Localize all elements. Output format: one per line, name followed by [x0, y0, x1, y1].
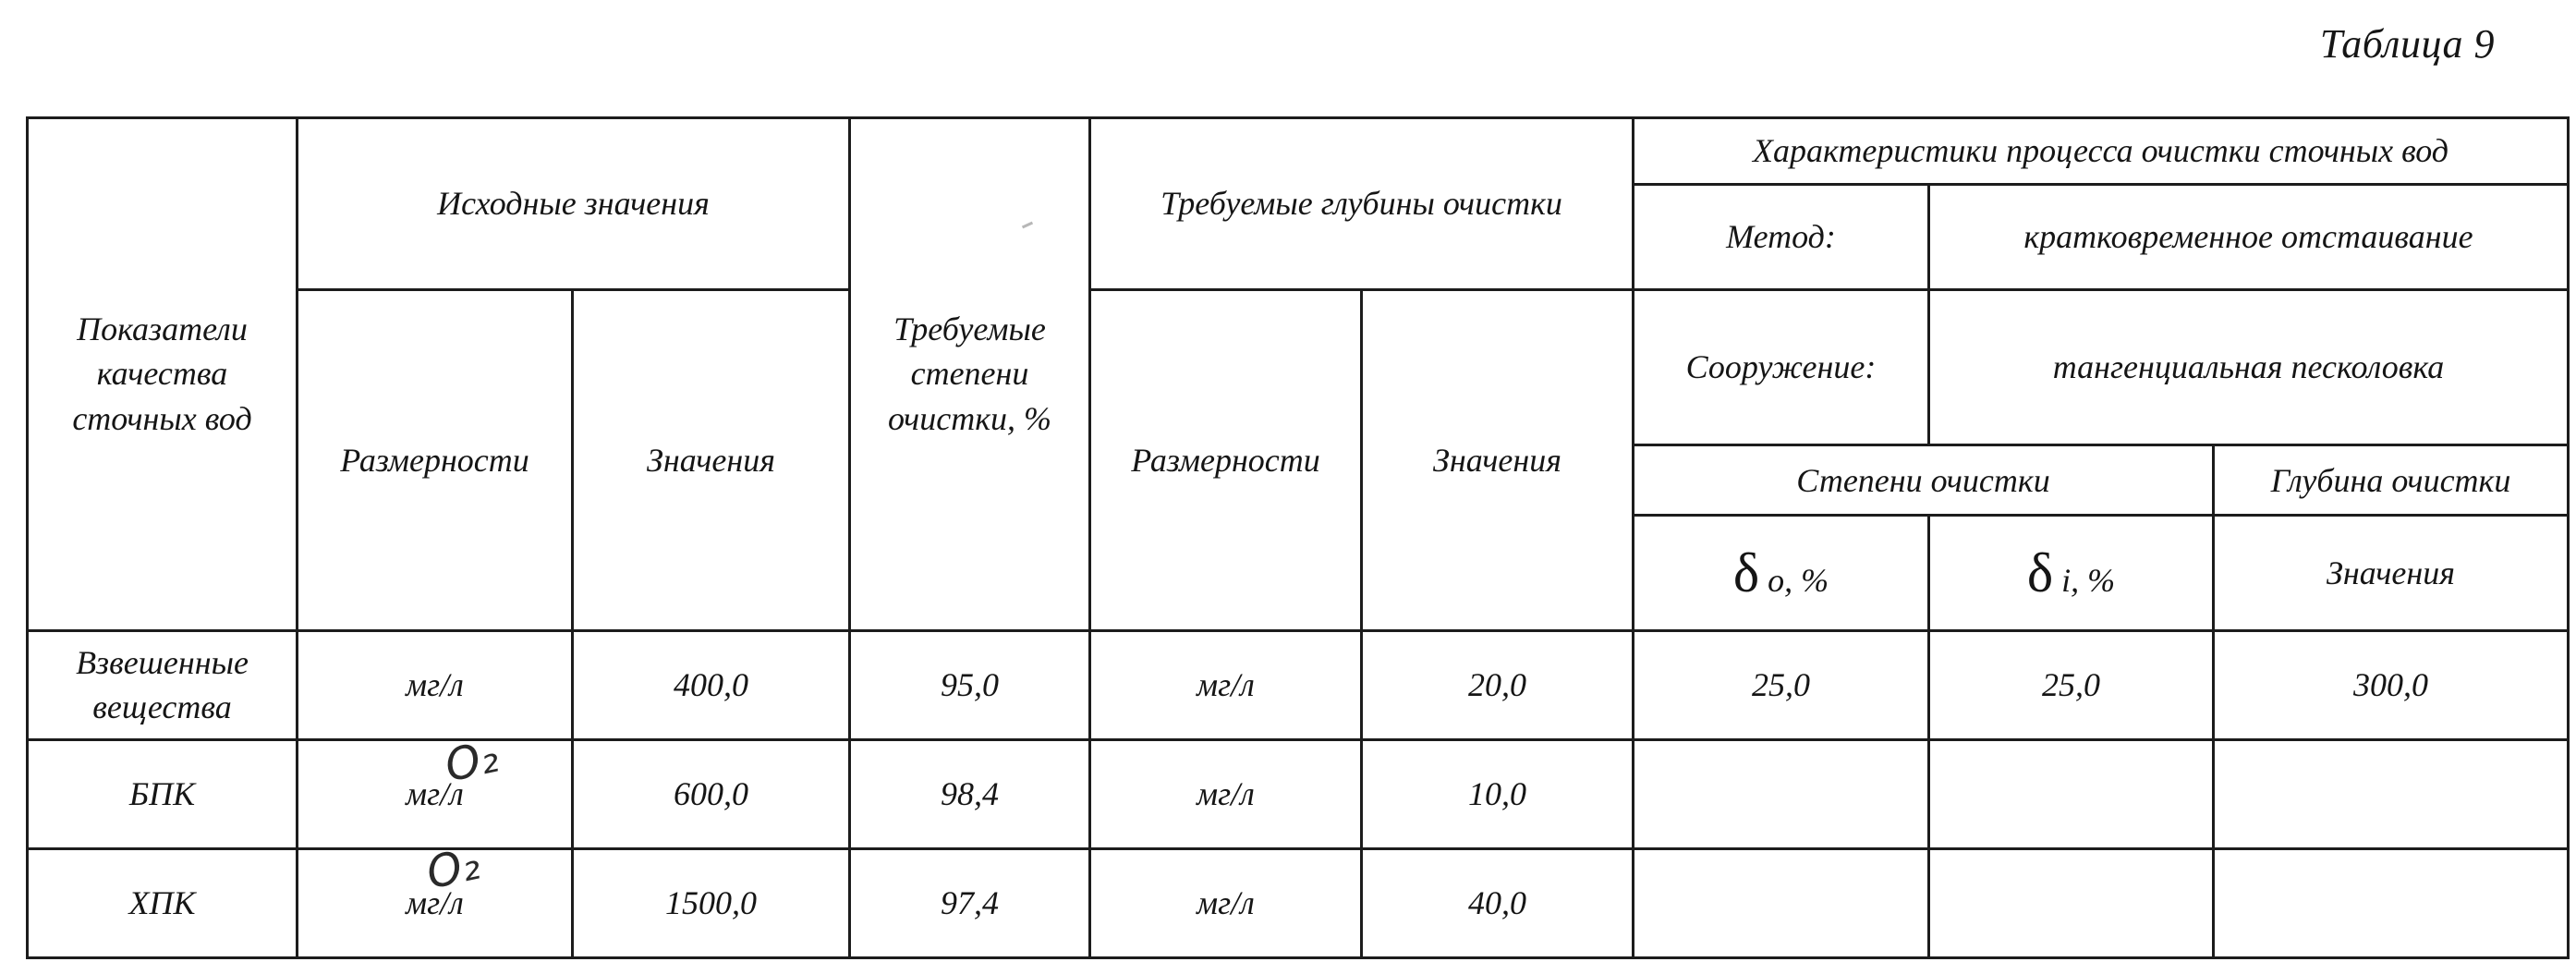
row-unit-required: мг/л	[1090, 739, 1362, 848]
structure-label: Сооружение:	[1634, 290, 1929, 445]
row-required-value: 40,0	[1362, 848, 1634, 957]
required-values-header: Значения	[1362, 290, 1634, 630]
row-delta-o: 25,0	[1634, 630, 1929, 739]
method-label: Метод:	[1634, 185, 1929, 290]
handwritten-mark-hpk: О₂	[421, 837, 485, 900]
table-caption: Таблица 9	[2319, 21, 2495, 67]
method-value: кратковременное отстаивание	[1929, 185, 2569, 290]
row-depth	[2214, 739, 2569, 848]
row-unit-initial: мг/л	[298, 630, 573, 739]
row-name: ХПК	[28, 848, 298, 957]
row-initial-value: 600,0	[573, 739, 850, 848]
header-required-degree: Требуемые степени очистки, %	[850, 118, 1090, 631]
delta-o-subscript: о, %	[1768, 561, 1829, 599]
row-name: Взвешенные вещества	[28, 630, 298, 739]
header-required-depth: Требуемые глубины очистки	[1090, 118, 1634, 290]
delta-o-symbol: δ	[1732, 542, 1760, 603]
row-initial-value: 400,0	[573, 630, 850, 739]
row-depth	[2214, 848, 2569, 957]
initial-values-header: Значения	[573, 290, 850, 630]
row-delta-i	[1929, 739, 2214, 848]
row-unit-required: мг/л	[1090, 848, 1362, 957]
row-unit-initial: мг/л	[298, 848, 573, 957]
row-unit-initial: мг/л	[298, 739, 573, 848]
row-degree: 95,0	[850, 630, 1090, 739]
header-initial-values: Исходные значения	[298, 118, 850, 290]
row-degree: 97,4	[850, 848, 1090, 957]
degrees-of-treatment-header: Степени очистки	[1634, 445, 2214, 516]
required-dimensions-header: Размерности	[1090, 290, 1362, 630]
row-delta-o	[1634, 848, 1929, 957]
depth-of-treatment-header: Глубина очистки	[2214, 445, 2569, 516]
row-initial-value: 1500,0	[573, 848, 850, 957]
row-delta-i: 25,0	[1929, 630, 2214, 739]
row-delta-i	[1929, 848, 2214, 957]
row-required-value: 10,0	[1362, 739, 1634, 848]
row-delta-o	[1634, 739, 1929, 848]
initial-dimensions-header: Размерности	[298, 290, 573, 630]
row-name: БПК	[28, 739, 298, 848]
structure-value: тангенциальная песколовка	[1929, 290, 2569, 445]
depth-values-header: Значения	[2214, 516, 2569, 630]
delta-i-symbol: δ	[2026, 542, 2054, 603]
table-row	[28, 848, 2569, 957]
table-row	[28, 739, 2569, 848]
row-required-value: 20,0	[1362, 630, 1634, 739]
header-indicators: Показатели качества сточных вод	[28, 118, 298, 631]
row-depth: 300,0	[2214, 630, 2569, 739]
row-unit-required: мг/л	[1090, 630, 1362, 739]
delta-i-subscript: i, %	[2061, 561, 2116, 599]
treatment-table	[26, 116, 2570, 959]
delta-i-header	[1929, 516, 2214, 630]
table-row	[28, 630, 2569, 739]
header-process-characteristics: Характеристики процесса очистки сточных вод	[1634, 118, 2569, 185]
handwritten-mark-bpk: О₂	[440, 730, 504, 793]
row-degree: 98,4	[850, 739, 1090, 848]
delta-o-header	[1634, 516, 1929, 630]
